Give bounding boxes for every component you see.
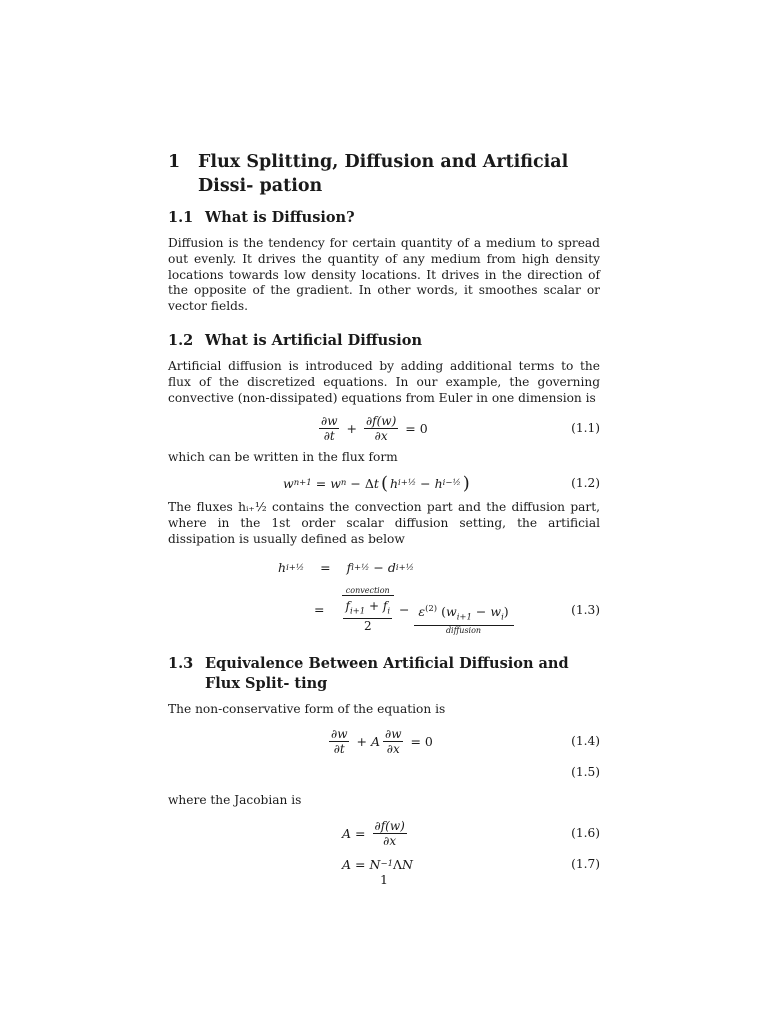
paragraph-artificial-diffusion: Artificial diffusion is introduced by adding additional terms to the flux of the discretized equations. In our example, the governing convective (non-dissipated) equations from Euler in one dimension is [168,358,600,405]
equation-1-6: A = $\frac{\partial f(w)}{\partial x}$ (1.6) [342,818,600,848]
subsection-heading-1: 1.1 What is Diffusion? [168,209,355,226]
equation-1-4: $\frac{\partial w}{\partial t}$ + A $\frac{\partial w}{\partial x}$ = 0 (1.4) [331,726,600,756]
page-number: 1 [380,872,388,887]
equation-1-7: A = N −1 Λ N (1.7) [342,856,600,872]
page-content [168,150,600,875]
paragraph-fluxes: The fluxes hᵢ₊½ contains the convection part and the diffusion part, where in the 1st order scalar diffusion setting, the artificial dissipation is usually defined as below [168,500,600,546]
equation-1-5: (1.5) [571,765,600,780]
subsection-heading-3: 1.3 Equivalence Between Artificial Diffusion and Flux Split- ting [168,654,569,692]
section-heading [168,150,600,198]
equation-1-1: $\frac{\partial w}{\partial t}$ + $\frac{\partial f(w)}{\partial x}$ = 0 (1.1) [321,413,600,443]
equation-1-3-line-2: = convection $\frac{f_{i+1} + f_i}{2}$ − $\varepsilon^{(2)}$ $(w_{i+1} - w_i)$ diffusion (1.3) [314,585,600,635]
paragraph-flux-form: which can be written in the flux form [168,450,398,465]
section-title: Flux Splitting, Diffusion and Artificial Dissi- pation [198,152,569,196]
paragraph-diffusion: Diffusion is the tendency for certain quantity of a medium to spread out evenly. It drives the quantity of any medium from high density locations towards low density locations. It drives in the direction of the opposite of the gradient. In other words, it smoothes scalar or vector fields. [168,236,600,314]
subsection-heading-2: 1.2 What is Artificial Diffusion [168,331,423,349]
section-number: 1 [168,152,181,172]
diffusion-label: diffusion [445,625,482,635]
paragraph-non-conservative: The non-conservative form of the equation is [168,701,446,716]
equation-1-3-line-1: h i+½ = f i+½ − d i+½ [278,560,414,576]
paragraph-jacobian: where the Jacobian is [168,793,302,808]
convection-label: convection [345,585,390,595]
equation-1-2: w n+1 = w n − Δ t ( h i+½ − h i−½ ) (1.2) [283,472,600,494]
